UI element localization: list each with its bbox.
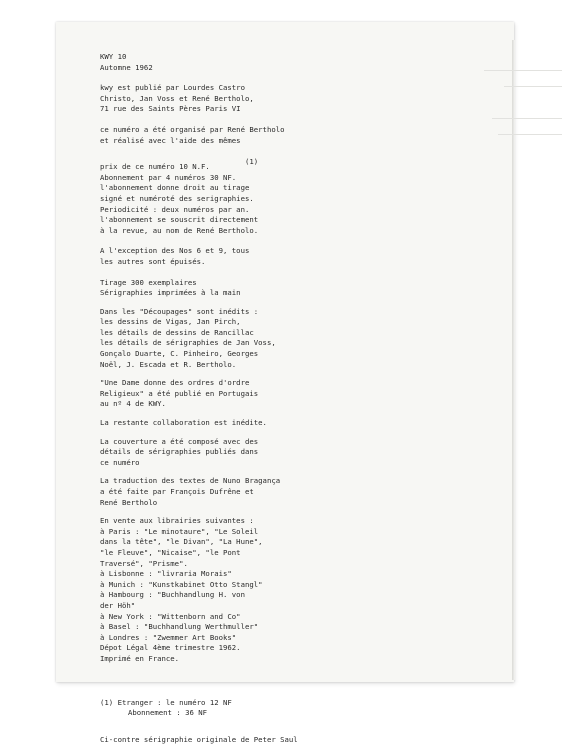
translation-line: a été faite par François Dufrêne et (100, 487, 254, 496)
publishers-line: Christo, Jan Voss et René Bertholo, (100, 93, 254, 103)
price-line (100, 157, 405, 173)
organisation-line: et réalisé avec l'aide des mêmes (100, 135, 241, 145)
issue-season: Automne 1962 (100, 62, 153, 72)
price-block (100, 157, 405, 236)
footnote-block (100, 698, 405, 719)
decoupages-line: Gonçalo Duarte, C. Pinheiro, Georges (100, 349, 259, 359)
decoupages-line: les détails de dessins de Rancillac (100, 327, 254, 337)
caption-block (100, 735, 405, 745)
price-detail-line: Periodicité : deux numéros par an. (100, 204, 250, 214)
bookshops-line: à Londres : "Zwemmer Art Books" (100, 632, 237, 642)
decoupages-line: Noël, J. Escada et R. Bertholo. (100, 359, 237, 369)
translation-line: René Bertholo (100, 497, 158, 507)
caption-line: Ci-contre sérigraphie originale de Peter Saul (100, 734, 298, 744)
cover-line: ce numéro (100, 457, 140, 467)
publishers-line: 71 rue des Saints Pères Paris VI (100, 104, 241, 114)
dame-line: "Une Dame donne des ordres d'ordre (100, 378, 250, 388)
print-run-block (100, 278, 405, 299)
print-run-line: Tirage 300 exemplaires (100, 277, 197, 287)
bookshops-line: à Lisbonne : "livraria Morais" (100, 569, 232, 579)
dame-block (100, 378, 405, 410)
cover-block (100, 437, 405, 469)
price-detail-line: Abonnement par 4 numéros 30 NF. (100, 172, 237, 182)
collaboration-line: La restante collaboration est inédite. (100, 418, 267, 428)
dame-line: au nº 4 de KWY. (100, 399, 166, 409)
bookshops-line: Dépot Légal 4ème trimestre 1962. (100, 643, 241, 653)
price-detail-line: signé et numéroté des serigraphies. (100, 193, 254, 203)
translation-line: La traduction des textes de Nuno Bragança (100, 476, 281, 486)
decoupages-line: les dessins de Vigas, Jan Pirch, (100, 317, 241, 327)
publishers-block (100, 83, 405, 115)
translation-block (100, 476, 405, 508)
bookshops-line: "le Fleuve", "Nicaise", "le Pont (100, 547, 241, 557)
show-through-line (484, 70, 562, 71)
dame-line: Religieux" a été publié en Portugais (100, 388, 259, 398)
colophon-text (100, 52, 405, 745)
organisation-block (100, 125, 405, 146)
bookshops-block (100, 516, 405, 664)
footnote-marker: (1) (245, 157, 259, 167)
print-run-line: Sérigraphies imprimées à la main (100, 288, 241, 298)
issue-title: KWY 10 (100, 52, 127, 61)
bookshops-line: à New York : "Wittenborn and Co" (100, 611, 241, 621)
exception-line: A l'exception des Nos 6 et 9, tous (100, 246, 250, 256)
bookshops-line: dans la tête", "le Divan", "La Hune", (100, 537, 263, 547)
bookshops-line: Traversé", "Prisme". (100, 558, 188, 568)
show-through-line (492, 118, 562, 119)
bookshops-line: Imprimé en France. (100, 653, 180, 663)
bookshops-line: à Basel : "Buchhandlung Werthmuller" (100, 622, 259, 632)
exception-line: les autres sont épuisés. (100, 256, 206, 266)
issue-header (100, 52, 405, 73)
decoupages-line: Dans les "Découpages" sont inédits : (100, 306, 259, 316)
cover-line: La couverture a été composé avec des (100, 436, 259, 446)
organisation-line: ce numéro a été organisé par René Bertholo (100, 124, 285, 134)
paper-edge-shadow (512, 40, 515, 680)
decoupages-line: les détails de sérigraphies de Jan Voss, (100, 338, 276, 348)
price-detail-line: l'abonnement donne droit au tirage (100, 183, 250, 193)
collaboration-block (100, 418, 405, 429)
bookshops-line: à Paris : "Le minotaure", "Le Soleil (100, 526, 259, 536)
show-through-line (504, 86, 562, 87)
bookshops-line: der Höh" (100, 600, 136, 610)
publishers-line: kwy est publié par Lourdes Castro (100, 83, 245, 93)
decoupages-block (100, 307, 405, 371)
footnote-line: Abonnement : 36 NF (128, 708, 208, 718)
exception-block (100, 246, 405, 267)
cover-line: détails de sérigraphies publiés dans (100, 447, 259, 457)
footnote-line: (1) Etranger : le numéro 12 NF (100, 697, 232, 707)
price-text: prix de ce numéro 10 N.F. (100, 162, 210, 172)
bookshops-line: En vente aux librairies suivantes : (100, 516, 254, 526)
price-detail-line: l'abonnement se souscrit directement (100, 215, 259, 225)
show-through-line (498, 134, 562, 135)
price-detail-line: à la revue, au nom de René Bertholo. (100, 225, 259, 235)
bookshops-line: à Munich : "Kunstkabinet Otto Stangl" (100, 579, 263, 589)
bookshops-line: à Hambourg : "Buchhandlung H. von (100, 590, 245, 600)
